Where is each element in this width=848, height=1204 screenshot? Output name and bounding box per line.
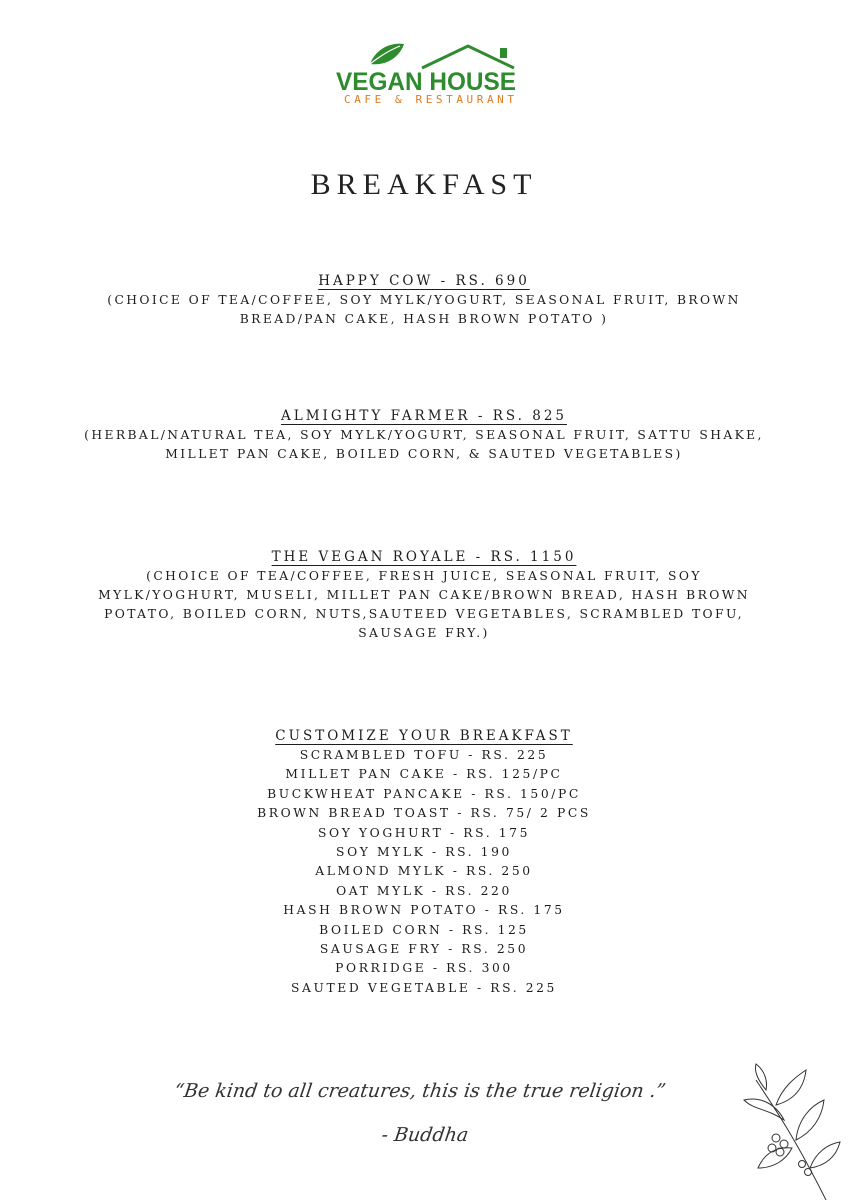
list-item: SOY YOGHURT - RS. 175 xyxy=(318,825,530,840)
menu-item-name: HAPPY COW - RS. 690 xyxy=(318,273,530,289)
list-item: ALMOND MYLK - RS. 250 xyxy=(315,864,533,879)
customize-list xyxy=(0,746,848,998)
customize-section xyxy=(0,725,848,998)
list-item: SAUTED VEGETABLE - RS. 225 xyxy=(291,980,557,995)
customize-title: CUSTOMIZE YOUR BREAKFAST xyxy=(275,728,573,744)
logo-title: VEGAN HOUSE xyxy=(336,68,516,96)
list-item: HASH BROWN POTATO - RS. 175 xyxy=(283,903,565,918)
list-item: SAUSAGE FRY - RS. 250 xyxy=(319,942,529,957)
page-title: BREAKFAST xyxy=(310,168,538,201)
menu-item-description: (HERBAL/NATURAL TEA, SOY MYLK/YOGURT, SEASONAL FRUIT, SATTU SHAKE, MILLET PAN CAKE, BOILED CORN, & SAUTED VEGETABLES) xyxy=(84,428,764,461)
list-item: OAT MYLK - RS. 220 xyxy=(336,883,512,898)
list-item: PORRIDGE - RS. 300 xyxy=(335,961,513,976)
coffee-branch-illustration xyxy=(736,1060,848,1200)
menu-item-description: (CHOICE OF TEA/COFFEE, FRESH JUICE, SEASONAL FRUIT, SOY MYLK/YOGHURT, MUSELI, MILLET PAN CAKE/BROWN BREAD, HASH BROWN POTATO, BOILED CORN, NUTS,SAUTEED VEGETABLES, SCRAMBLED TOFU, SAUSAGE FRY.) xyxy=(98,569,750,640)
list-item: SCRAMBLED TOFU - RS. 225 xyxy=(299,748,549,762)
menu-item-happy-cow xyxy=(0,270,848,329)
menu-item-description: (CHOICE OF TEA/COFFEE, SOY MYLK/YOGURT, SEASONAL FRUIT, BROWN BREAD/PAN CAKE, HASH BROWN POTATO ) xyxy=(107,293,741,326)
logo-subtitle: CAFE & RESTAURANT xyxy=(344,93,516,106)
menu-item-name: THE VEGAN ROYALE - RS. 1150 xyxy=(271,549,577,565)
menu-item-almighty-farmer xyxy=(0,405,848,464)
menu-item-name: ALMIGHTY FARMER - RS. 825 xyxy=(280,408,567,424)
brand-logo xyxy=(330,40,530,106)
menu-item-vegan-royale xyxy=(0,546,848,643)
list-item: BUCKWHEAT PANCAKE - RS. 150/PC xyxy=(267,786,581,801)
quote-author: - Buddha xyxy=(380,1124,470,1146)
list-item: SOY MYLK - RS. 190 xyxy=(336,845,512,860)
quote-text: “Be kind to all creatures, this is the true religion .” xyxy=(172,1080,668,1102)
list-item: BOILED CORN - RS. 125 xyxy=(319,922,529,937)
list-item: BROWN BREAD TOAST - RS. 75/ 2 PCS xyxy=(257,806,591,821)
list-item: MILLET PAN CAKE - RS. 125/PC xyxy=(285,767,563,782)
